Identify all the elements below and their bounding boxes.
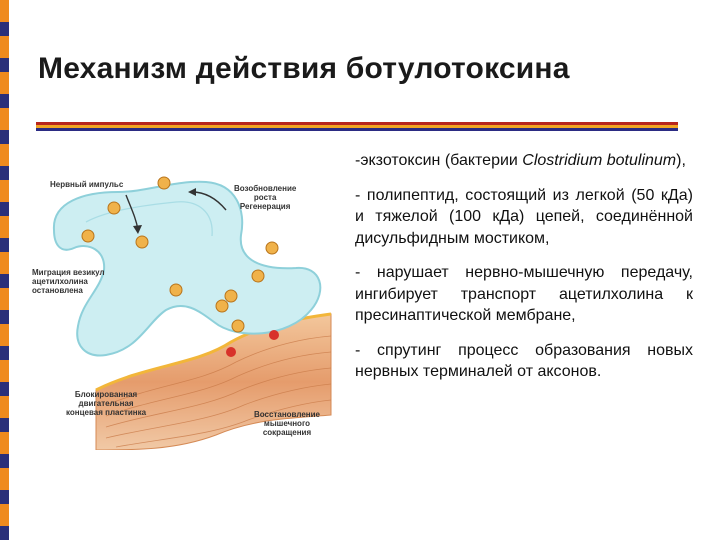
bullet-polypeptide: - полипептид, состоящий из легкой (50 кДа) и тяжелой (100 кДа) цепей, соединённой дисульфидным мостиком, — [355, 186, 693, 247]
label-line: мышечного — [263, 419, 311, 428]
edge-strip-segment — [0, 180, 9, 202]
edge-strip-segment — [0, 216, 9, 238]
edge-strip-segment — [0, 526, 9, 540]
label-line: Нервный импульс — [50, 180, 124, 189]
edge-strip-segment — [0, 360, 9, 382]
edge-strip-segment — [0, 72, 9, 94]
edge-strip-segment — [0, 252, 9, 274]
bullet-list — [355, 150, 693, 396]
bullet-text: -экзотоксин (бактерии — [355, 152, 523, 169]
label-line: Миграция везикул — [32, 268, 105, 277]
label-line: концевая пластинка — [66, 408, 147, 417]
label-line: остановлена — [32, 286, 83, 295]
edge-strip-segment — [0, 396, 9, 418]
edge-strip-segment — [0, 144, 9, 166]
edge-strip-segment — [0, 36, 9, 58]
label-line: двигательная — [78, 399, 134, 408]
label-line: Блокированная — [74, 390, 138, 399]
label-nerve-impulse — [50, 180, 123, 189]
label-line: роста — [253, 193, 277, 202]
bullet-exotoxin — [355, 150, 693, 172]
label-line: сокращения — [262, 428, 312, 437]
edge-strip-segment — [0, 432, 9, 454]
label-recovery — [254, 410, 320, 437]
edge-strip-segment — [0, 490, 9, 504]
edge-strip-segment — [0, 238, 9, 252]
edge-strip — [0, 0, 9, 540]
edge-strip-segment — [0, 324, 9, 346]
edge-strip-segment — [0, 166, 9, 180]
edge-strip-segment — [0, 202, 9, 216]
label-blocked-plate — [66, 390, 146, 417]
edge-strip-segment — [0, 0, 9, 22]
edge-strip-segment — [0, 94, 9, 108]
edge-strip-segment — [0, 310, 9, 324]
slide-title: Механизм действия ботулотоксина — [38, 52, 570, 85]
label-line: Возобновление — [234, 184, 297, 193]
edge-strip-segment — [0, 288, 9, 310]
label-line: Регенерация — [239, 202, 291, 211]
edge-strip-segment — [0, 454, 9, 468]
edge-strip-segment — [0, 382, 9, 396]
edge-strip-segment — [0, 504, 9, 526]
bullet-transmission: - нарушает нервно-мышечную передачу, ингибирует транспорт ацетилхолина к пресинаптической мембране, — [355, 264, 693, 324]
edge-strip-segment — [0, 346, 9, 360]
label-vesicle-migration — [32, 268, 105, 295]
bullet-sprouting: - спрутинг процесс образования новых нервных терминалей от аксонов. — [355, 341, 693, 380]
label-line: Восстановление — [254, 410, 320, 419]
label-regrowth — [234, 184, 296, 211]
title-rule-navy — [36, 128, 678, 131]
bullet-tail: ), — [676, 152, 686, 169]
bacteria-name: Clostridium botulinum — [522, 152, 677, 169]
label-line: ацетилхолина — [32, 277, 88, 286]
edge-strip-segment — [0, 58, 9, 72]
edge-strip-segment — [0, 468, 9, 490]
edge-strip-segment — [0, 108, 9, 130]
edge-strip-segment — [0, 22, 9, 36]
edge-strip-segment — [0, 130, 9, 144]
edge-strip-segment — [0, 274, 9, 288]
edge-strip-segment — [0, 418, 9, 432]
neuromuscular-diagram — [26, 150, 346, 450]
